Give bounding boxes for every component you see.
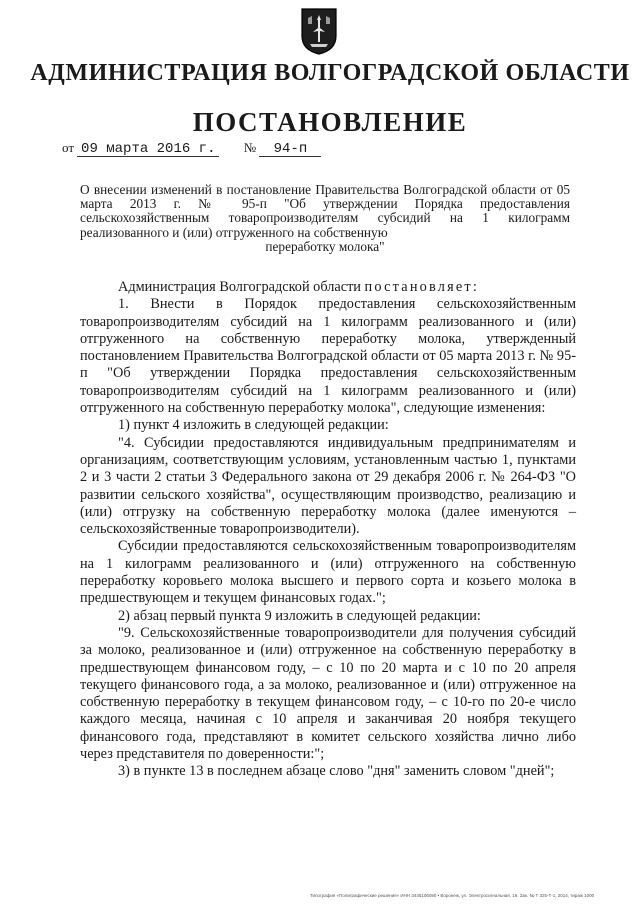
paragraph-subitem-3: 3) в пункте 13 в последнем абзаце слово "дня" заменить словом "дней"; bbox=[118, 763, 555, 780]
decree-date: 09 марта 2016 г. bbox=[77, 142, 219, 157]
decree-body bbox=[80, 279, 576, 781]
intro-text: Администрация Волгоградской области bbox=[118, 279, 365, 295]
paragraph-subitem-2: 2) абзац первый пункта 9 изложить в следующей редакции: bbox=[118, 607, 481, 624]
paragraph-clause-4-cont: Субсидии предоставляются сельскохозяйственным товаропроизводителям на 1 килограмм реализованного и (или) отгруженного на собственную переработку коровьего молока высшего и первого сорта и козьего молока в предшествующем и текущем финансовых годах."; bbox=[80, 538, 576, 607]
from-label: от bbox=[62, 140, 75, 155]
paragraph-subitem-1: 1) пункт 4 изложить в следующей редакции: bbox=[118, 417, 389, 434]
date-number-line bbox=[62, 140, 321, 157]
number-label: № bbox=[243, 140, 257, 155]
subject-text: О внесении изменений в постановление Правительства Волгоградской области от 05 марта 2013 г. № 95-п "Об утверждении Порядка предоставления сельскохозяйственным товаропроизводителям субсидий на 1 килограмм реализованного и (или) отгруженного на собственную bbox=[80, 182, 570, 240]
paragraph-item-1: 1. Внести в Порядок предоставления сельскохозяйственным товаропроизводителям субсидий на 1 килограмм реализованного и (или) отгруженного на собственную переработку молока, утвержденный постановлением Правительства Волгоградской области от 05 марта 2013 г. № 95-п "Об утверждении Порядка предоставления сельскохозяйственным товаропроизводителям субсидий на 1 килограмм реализованного и (или) отгруженного на собственную переработку молока", следующие изменения: bbox=[80, 296, 576, 417]
printer-footer: Типография «Полиграфические решения» ИНН 3445106090 • Воронеж, ул. Электросигнальная, 19. Зак. № Т 325-Т-1, 2014, тираж 1000 bbox=[310, 893, 595, 898]
paragraph-clause-4: "4. Субсидии предоставляются индивидуальным предпринимателям и организациям, соответствующим условиям, установленным частью 1, пунктами 2 и 3 части 2 статьи 3 Федерального закона от 29 декабря 2006 г. № 264-ФЗ "О развитии сельского хозяйства", осуществляющим производство, реализацию и (или) отгрузку на собственную переработку молока (далее именуются – сельскохозяйственные товаропроизводители). bbox=[80, 434, 576, 538]
intro-paragraph bbox=[80, 279, 576, 296]
decree-subject bbox=[80, 183, 570, 254]
subject-text-end: переработку молока" bbox=[265, 238, 385, 254]
decree-number: 94-п bbox=[259, 142, 321, 157]
intro-decides: постановляет: bbox=[364, 279, 480, 295]
organization-title: АДМИНИСТРАЦИЯ ВОЛГОГРАДСКОЙ ОБЛАСТИ bbox=[30, 60, 630, 86]
coat-of-arms-icon bbox=[299, 6, 339, 56]
document-type-title: ПОСТАНОВЛЕНИЕ bbox=[192, 107, 468, 137]
paragraph-clause-9: "9. Сельскохозяйственные товаропроизводители для получения субсидий за молоко, реализованное и (или) отгруженное на собственную переработку в предшествующем финансовом году, – с 10 по 20 марта и с 10 по 20 апреля текущего финансового года, а за молоко, реализованное и (или) отгруженное на собственную переработку в текущем финансовом году, – с 10-го по 20-е число каждого месяца, начиная с 10 апреля и заканчивая 20 ноября текущего финансового года, представляют в комитет сельского хозяйства лично либо через представителя по доверенности:"; bbox=[80, 624, 576, 763]
